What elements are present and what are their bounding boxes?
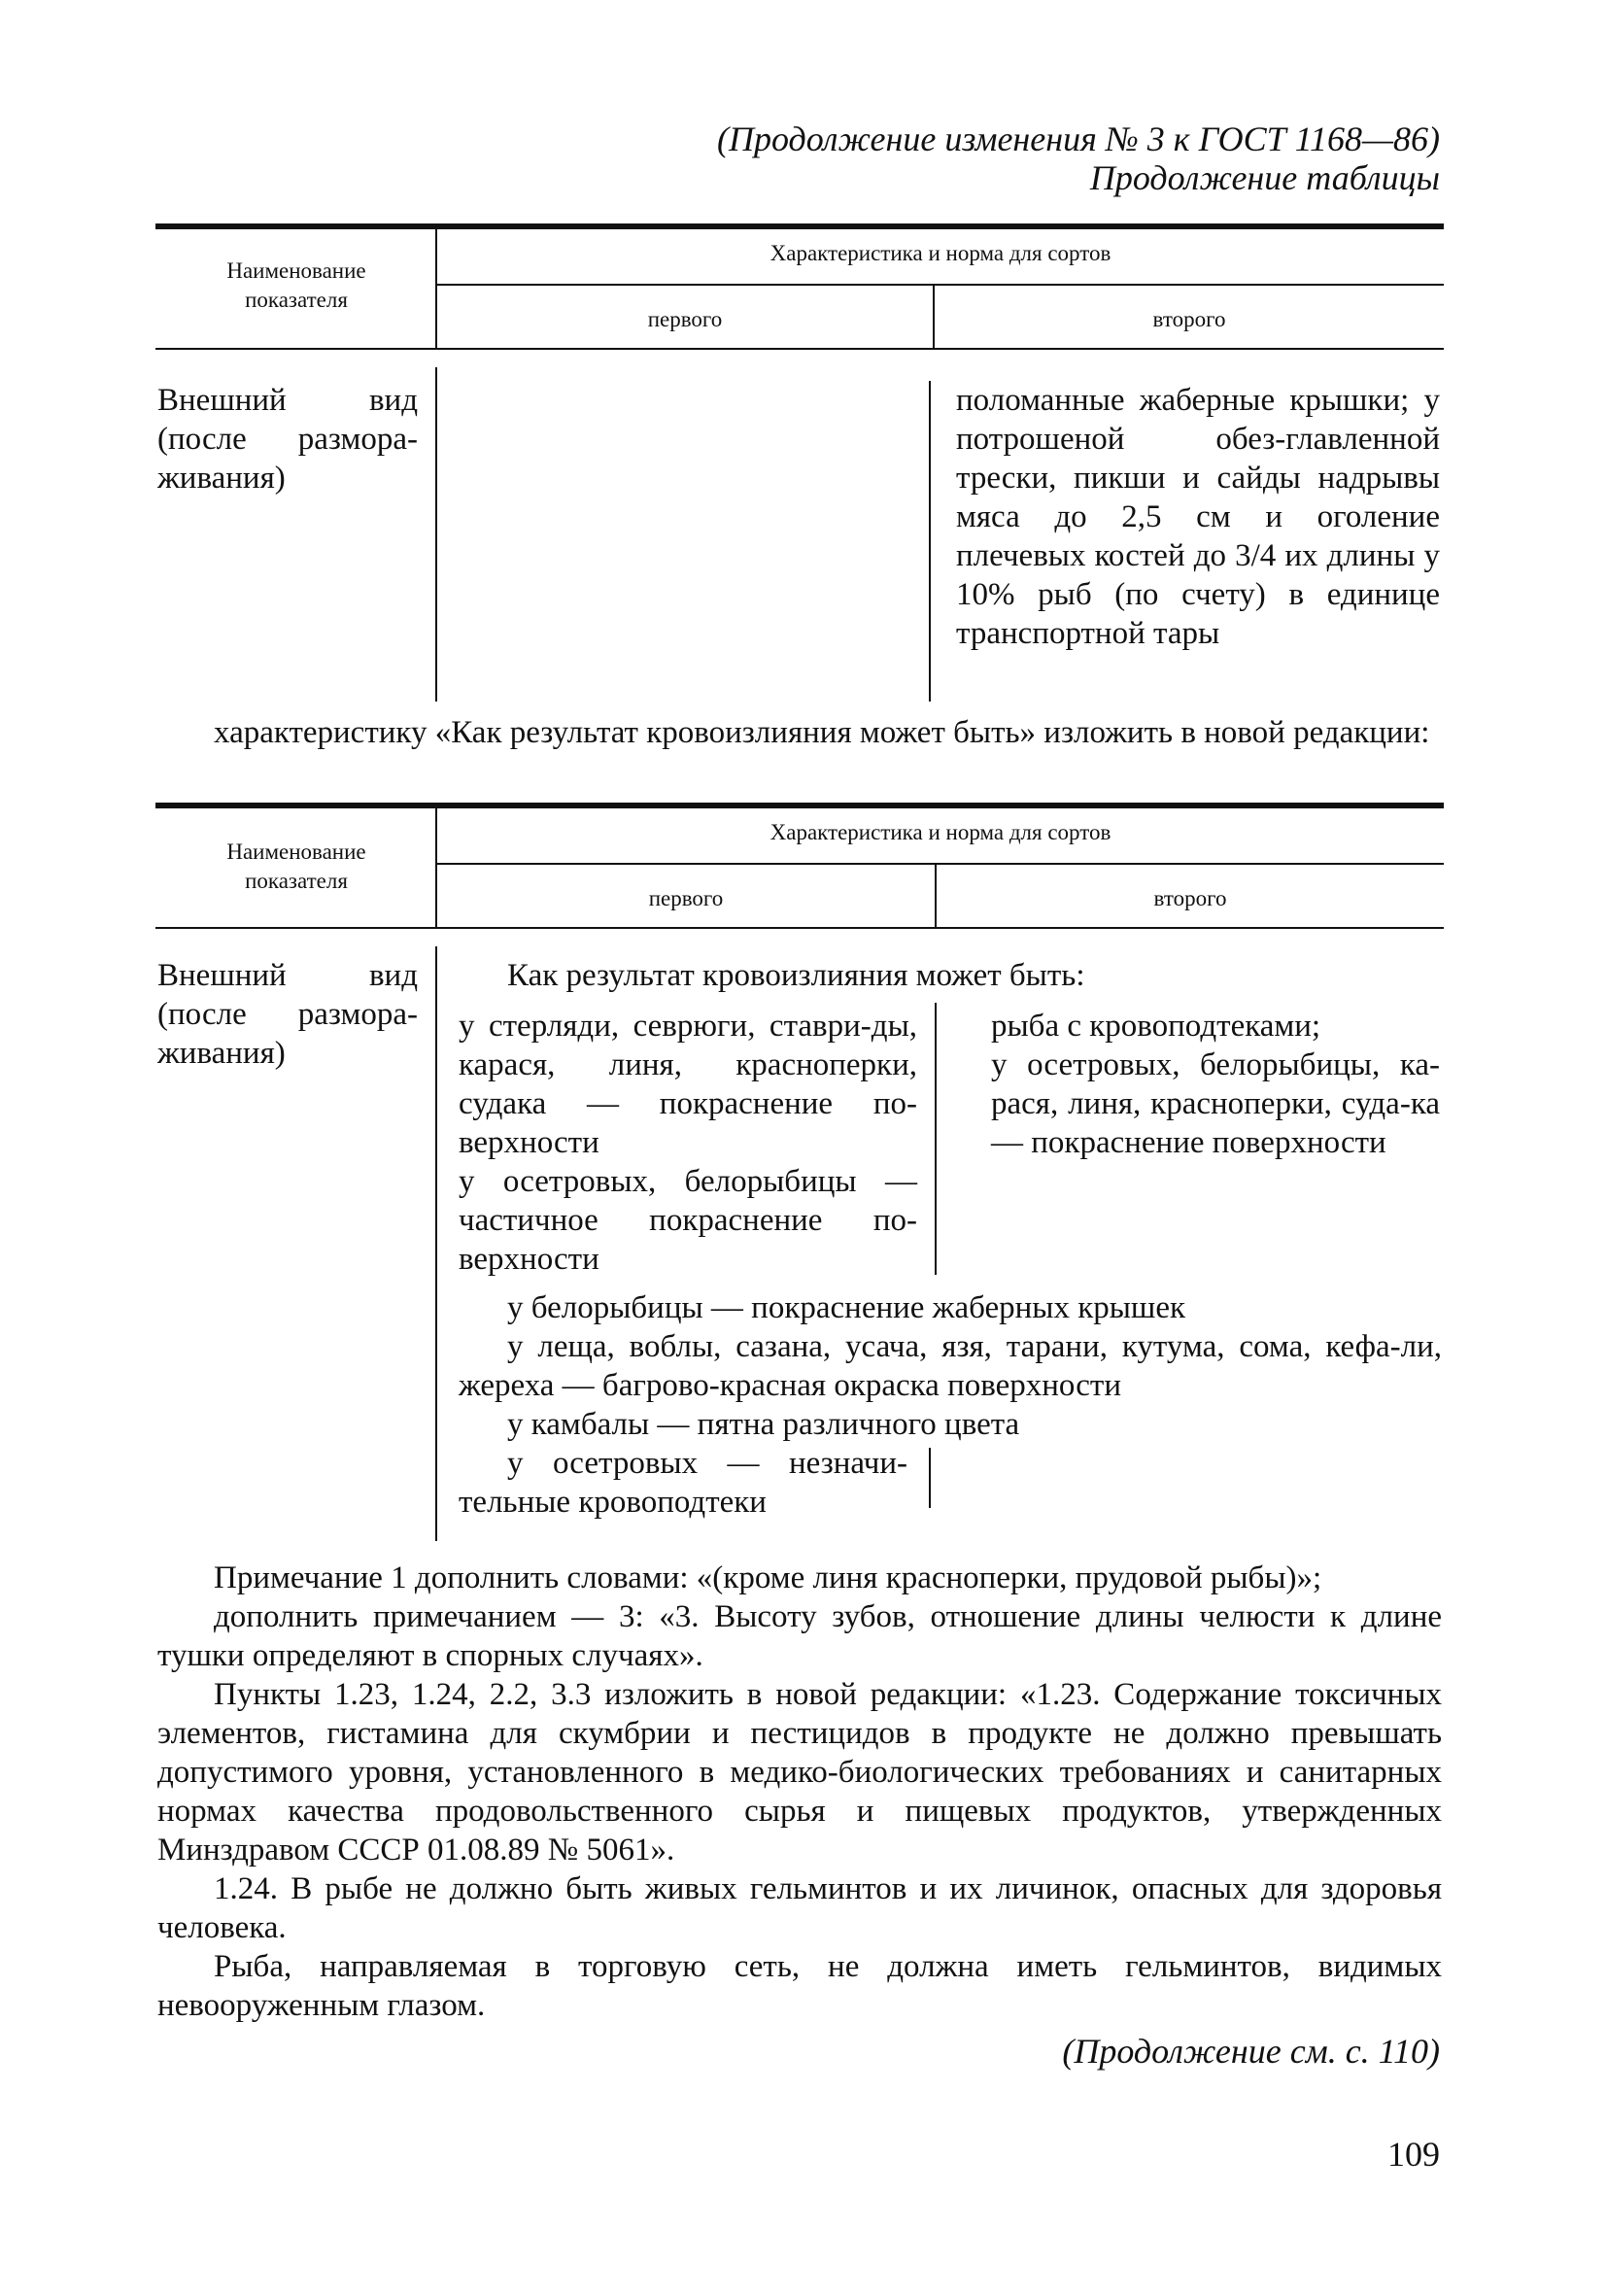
table-1-body-divider-mid (929, 381, 931, 702)
table-2-span-line-1: у белорыбицы — покраснение жаберных крышек (507, 1290, 1186, 1325)
table-1-col-name-header: Наименование показателя (226, 258, 366, 312)
table-2-body-divider-left (435, 946, 437, 1541)
table-2-top-rule (155, 803, 1444, 808)
table-2-body-divider-mid (935, 1003, 937, 1275)
continuation-note: (Продолжение см. с. 110) (1062, 2032, 1440, 2071)
table-2-second-grade-item-2: у осетровых, белорыбицы, ка-рася, линя, красноперки, суда-ка — покраснение поверхности (991, 1047, 1440, 1160)
table-2-col-first-header: первого (648, 886, 724, 910)
table-1-top-rule (155, 223, 1444, 229)
helminths-paragraph: Рыба, направляемая в торговую сеть, не должна иметь гельминтов, видимых невооруженным глазом. (157, 1949, 1442, 2023)
header-amendment: (Продолжение изменения № 3 к ГОСТ 1168—86) (716, 120, 1440, 158)
table-2-body-divider-lower (929, 1448, 931, 1508)
table-1-row-label: Внешний вид (после размора-живания) (157, 383, 418, 496)
item-1-24-paragraph: 1.24. В рыбе не должно быть живых гельминтов и их личинок, опасных для здоровья человека. (157, 1871, 1442, 1945)
table-1-col-first-header: первого (647, 307, 723, 331)
note-3-paragraph: дополнить примечанием — 3: «3. Высоту зубов, отношение длины челюсти к длине тушки определяют в спорных случаях». (157, 1599, 1442, 1673)
table-2-span-line-3: у камбалы — пятна различного цвета (507, 1407, 1020, 1442)
table-2-head-rule (437, 863, 1444, 865)
table-1-col-char-header: Характеристика и норма для сортов (769, 241, 1111, 265)
note-1-paragraph: Примечание 1 дополнить словами: «(кроме линя красноперки, прудовой рыбы)»; (214, 1560, 1322, 1595)
intro-paragraph: характеристику «Как результат кровоизлияния может быть» изложить в новой редакции: (214, 715, 1430, 750)
table-1-col-second-header: второго (1152, 307, 1226, 331)
table-2-first-grade-item-1: у стерляди, севрюги, ставри-ды, карася, линя, красноперки, судака — покраснение по-верхности (459, 1009, 917, 1160)
header-table-continued: Продолжение таблицы (1089, 158, 1440, 197)
table-1-second-grade-text: поломанные жаберные крышки; у потрошеной обез-главленной трески, пикши и сайды надрывы мяса до 2,5 см и оголение плечевых костей до 3/4 их длины у 10% рыб (по счету) в единице транспортной тары (956, 383, 1440, 651)
table-2-first-grade-item-2: у осетровых, белорыбицы — частичное покраснение по-верхности (459, 1164, 917, 1277)
table-2-col-char-header: Характеристика и норма для сортов (769, 820, 1111, 844)
table-2-second-grade-item-1: рыба с кровоподтеками; (991, 1009, 1321, 1044)
table-2-col-name-header: Наименование показателя (226, 840, 366, 893)
table-1-body-divider-left (435, 367, 437, 702)
table-1-bottom-head-rule (155, 348, 1444, 350)
table-1-head-rule (437, 284, 1444, 286)
table-2-span-line-4: у осетровых — незначи-тельные кровоподтеки (459, 1446, 907, 1520)
table-2-row-label: Внешний вид (после размора-живания) (157, 958, 418, 1071)
table-2-bottom-head-rule (155, 927, 1444, 929)
items-paragraph: Пункты 1.23, 1.24, 2.2, 3.3 изложить в новой редакции: «1.23. Содержание токсичных элементов, гистамина для скумбрии и пестицидов в продукте не должно превышать допустимого уровня, установленного в медико-биологических требованиях и санитарных нормах качества продовольственного сырья и пищевых продуктов, утвержденных Минздравом СССР 01.08.89 № 5061». (157, 1677, 1442, 1868)
page-number: 109 (1387, 2135, 1440, 2174)
table-2-span-heading: Как результат кровоизлияния может быть: (507, 958, 1085, 993)
table-2-span-line-2: у леща, воблы, сазана, усача, язя, тарани, кутума, сома, кефа-ли, жереха — багрово-красная окраска поверхности (459, 1329, 1442, 1403)
table-2-col-second-header: второго (1153, 886, 1227, 910)
